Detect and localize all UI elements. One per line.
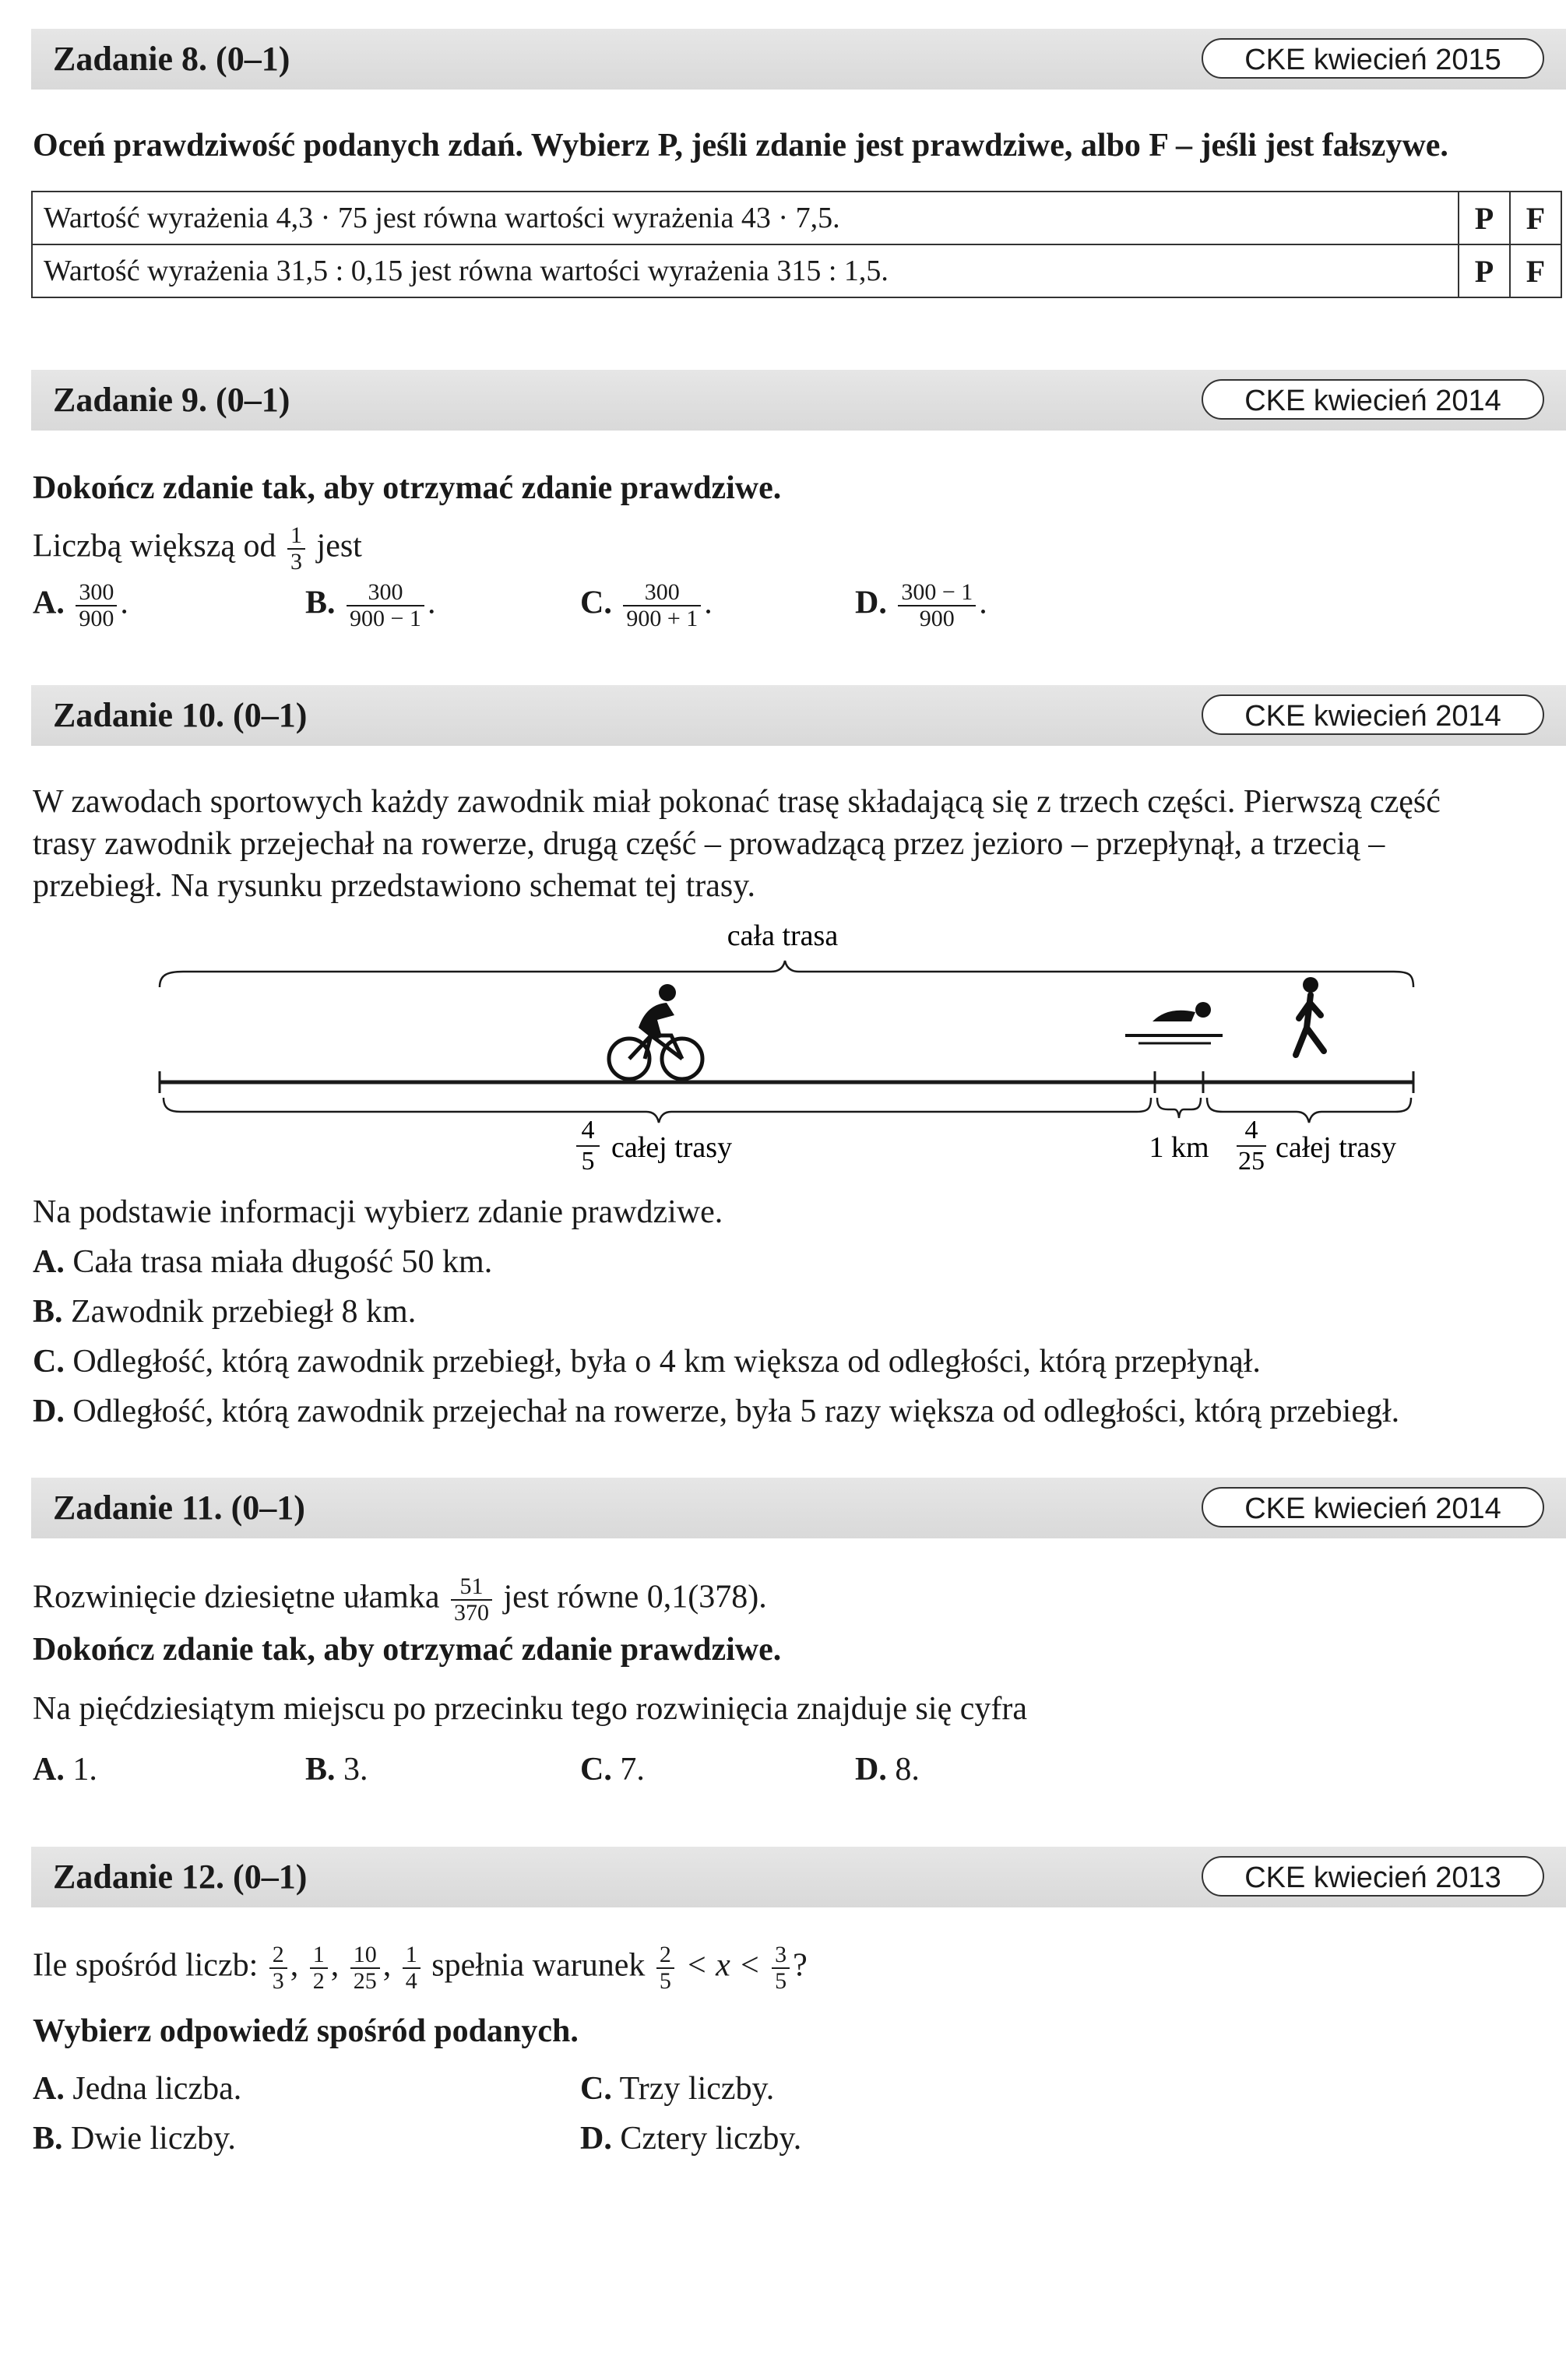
task-11-stem: Na pięćdziesiątym miejscu po przecinku tego rozwinięcia znajduje się cyfra (33, 1691, 1027, 1727)
total-route-brace (160, 961, 1413, 987)
swim-segment-brace (1157, 1098, 1201, 1118)
svg-text:całej trasy: całej trasy (1276, 1131, 1397, 1164)
fraction: $\frac{51}{370}$ (451, 1574, 492, 1626)
task-12-title: Zadanie 12. (0–1) (53, 1858, 308, 1896)
false-option-cell[interactable]: F (1510, 192, 1561, 244)
task-10-question: Na podstawie informacji wybierz zdanie prawdziwe. (33, 1194, 723, 1230)
fraction: $\frac{3}{5}$ (772, 1942, 790, 1994)
fraction: $\frac{300}{900 + 1}$ (623, 580, 701, 631)
task-12-option-c[interactable]: C. Trzy liczby. (580, 2071, 775, 2107)
task-10-header (31, 685, 1566, 746)
task-8-header (31, 29, 1566, 90)
task-12-option-b[interactable]: B. Dwie liczby. (33, 2121, 236, 2157)
task-11-option-d[interactable]: D. 8. (855, 1752, 920, 1788)
task-12-instruction: Wybierz odpowiedź spośród podanych. (33, 2013, 579, 2049)
svg-text:4: 4 (1244, 1116, 1258, 1144)
task-12-option-d[interactable]: D. Cztery liczby. (580, 2121, 802, 2157)
task-9-option-b[interactable]: B. $\frac{300}{900 - 1}$ . (305, 579, 436, 631)
task-10-option-a[interactable]: A. Cała trasa miała długość 50 km. (33, 1244, 493, 1280)
task-11-instruction: Dokończ zdanie tak, aby otrzymać zdanie prawdziwe. (33, 1632, 782, 1668)
task-10-text-line: przebiegł. Na rysunku przedstawiono schemat tej trasy. (33, 868, 755, 904)
total-route-label: cała trasa (727, 919, 839, 952)
task-9-option-d[interactable]: D. $\frac{300 - 1}{900}$ . (855, 579, 987, 631)
run-segment-label (1237, 1116, 1396, 1176)
fraction: $\frac{1}{4}$ (403, 1942, 421, 1994)
task-9-instruction: Dokończ zdanie tak, aby otrzymać zdanie prawdziwe. (33, 470, 782, 506)
fraction: $\frac{300}{900}$ (76, 580, 117, 631)
task-9-source-badge: CKE kwiecień 2014 (1202, 379, 1544, 420)
task-9-title: Zadanie 9. (0–1) (53, 381, 290, 419)
table-row (32, 192, 1561, 244)
fraction: $\frac{1}{2}$ (310, 1942, 328, 1994)
task-8-title: Zadanie 8. (0–1) (53, 40, 290, 78)
run-segment-brace (1207, 1098, 1411, 1123)
fraction: $\frac{10}{25}$ (350, 1942, 380, 1994)
task-11-source-badge: CKE kwiecień 2014 (1202, 1487, 1544, 1527)
bike-segment-brace (164, 1098, 1151, 1123)
task-10-title: Zadanie 10. (0–1) (53, 696, 308, 734)
true-option-cell[interactable]: P (1459, 244, 1510, 297)
task-10-option-b[interactable]: B. Zawodnik przebiegł 8 km. (33, 1294, 417, 1330)
runner-icon (1296, 977, 1324, 1055)
task-10-text-line: trasy zawodnik przejechał na rowerze, drugą część – prowadzącą przez jezioro – przepłynął, a trzecią – (33, 826, 1385, 862)
true-option-cell[interactable]: P (1459, 192, 1510, 244)
svg-text:4: 4 (581, 1116, 595, 1144)
bike-segment-label (576, 1116, 732, 1176)
swim-segment-label: 1 km (1149, 1131, 1209, 1164)
task-11-option-b[interactable]: B. 3. (305, 1752, 368, 1788)
task-8-instruction: Oceń prawdziwość podanych zdań. Wybierz P, jeśli zdanie jest prawdziwe, albo F – jeśli jest fałszywe. (33, 128, 1448, 163)
task-12-option-a[interactable]: A. Jedna liczba. (33, 2071, 242, 2107)
fraction: $\frac{2}{3}$ (269, 1942, 287, 1994)
swimmer-icon (1125, 1002, 1223, 1043)
task-10-route-diagram (0, 919, 1566, 1191)
task-12-header (31, 1847, 1566, 1907)
task-11-option-a[interactable]: A. 1. (33, 1752, 97, 1788)
stem-text: jest (316, 528, 362, 564)
task-12-stem: Ile spośród liczb: $\frac{2}{3}$ , $\frac{1}{2}$ , $\frac{10}{25}$ , $\frac{1}{4}$ spełnia warunek $\frac{2}{5}$ < x < $\frac{3}{5}$ ? (33, 1942, 808, 1994)
task-11-title: Zadanie 11. (0–1) (53, 1489, 305, 1527)
false-option-cell[interactable]: F (1510, 244, 1561, 297)
table-row (32, 244, 1561, 297)
task-10-option-c[interactable]: C. Odległość, którą zawodnik przebiegł, była o 4 km większa od odległości, którą przepłynął. (33, 1344, 1261, 1380)
fraction: $\frac{1}{3}$ (287, 523, 305, 575)
task-10-text-line: W zawodach sportowych każdy zawodnik miał pokonać trasę składającą się z trzech części. Pierwszą część (33, 784, 1441, 820)
svg-text:5: 5 (581, 1147, 595, 1176)
task-9-option-c[interactable]: C. $\frac{300}{900 + 1}$ . (580, 579, 713, 631)
task-9-header (31, 370, 1566, 431)
task-12-source-badge: CKE kwiecień 2013 (1202, 1856, 1544, 1897)
task-10-option-d[interactable]: D. Odległość, którą zawodnik przejechał na rowerze, była 5 razy większa od odległości, którą przebiegł. (33, 1394, 1400, 1429)
task-11-line1: Rozwinięcie dziesiętne ułamka $\frac{51}{370}$ jest równe 0,1(378). (33, 1573, 767, 1626)
task-9-stem (33, 523, 362, 575)
task-11-option-c[interactable]: C. 7. (580, 1752, 645, 1788)
stem-text: Liczbą większą od (33, 528, 276, 564)
statement-text: Wartość wyrażenia 4,3 · 75 jest równa wartości wyrażenia 43 · 7,5. (32, 192, 1459, 244)
task-8-source-badge: CKE kwiecień 2015 (1202, 38, 1544, 79)
svg-text:całej trasy: całej trasy (611, 1131, 733, 1164)
task-8-statement-table (31, 191, 1562, 298)
cyclist-icon (609, 984, 702, 1079)
statement-text: Wartość wyrażenia 31,5 : 0,15 jest równa wartości wyrażenia 315 : 1,5. (32, 244, 1459, 297)
svg-text:25: 25 (1238, 1147, 1265, 1176)
fraction: $\frac{300}{900 - 1}$ (347, 580, 424, 631)
fraction: $\frac{300 - 1}{900}$ (898, 580, 976, 631)
task-10-source-badge: CKE kwiecień 2014 (1202, 694, 1544, 735)
fraction: $\frac{2}{5}$ (656, 1942, 674, 1994)
task-11-header (31, 1478, 1566, 1538)
task-9-option-a[interactable]: A. $\frac{300}{900}$ . (33, 579, 128, 631)
